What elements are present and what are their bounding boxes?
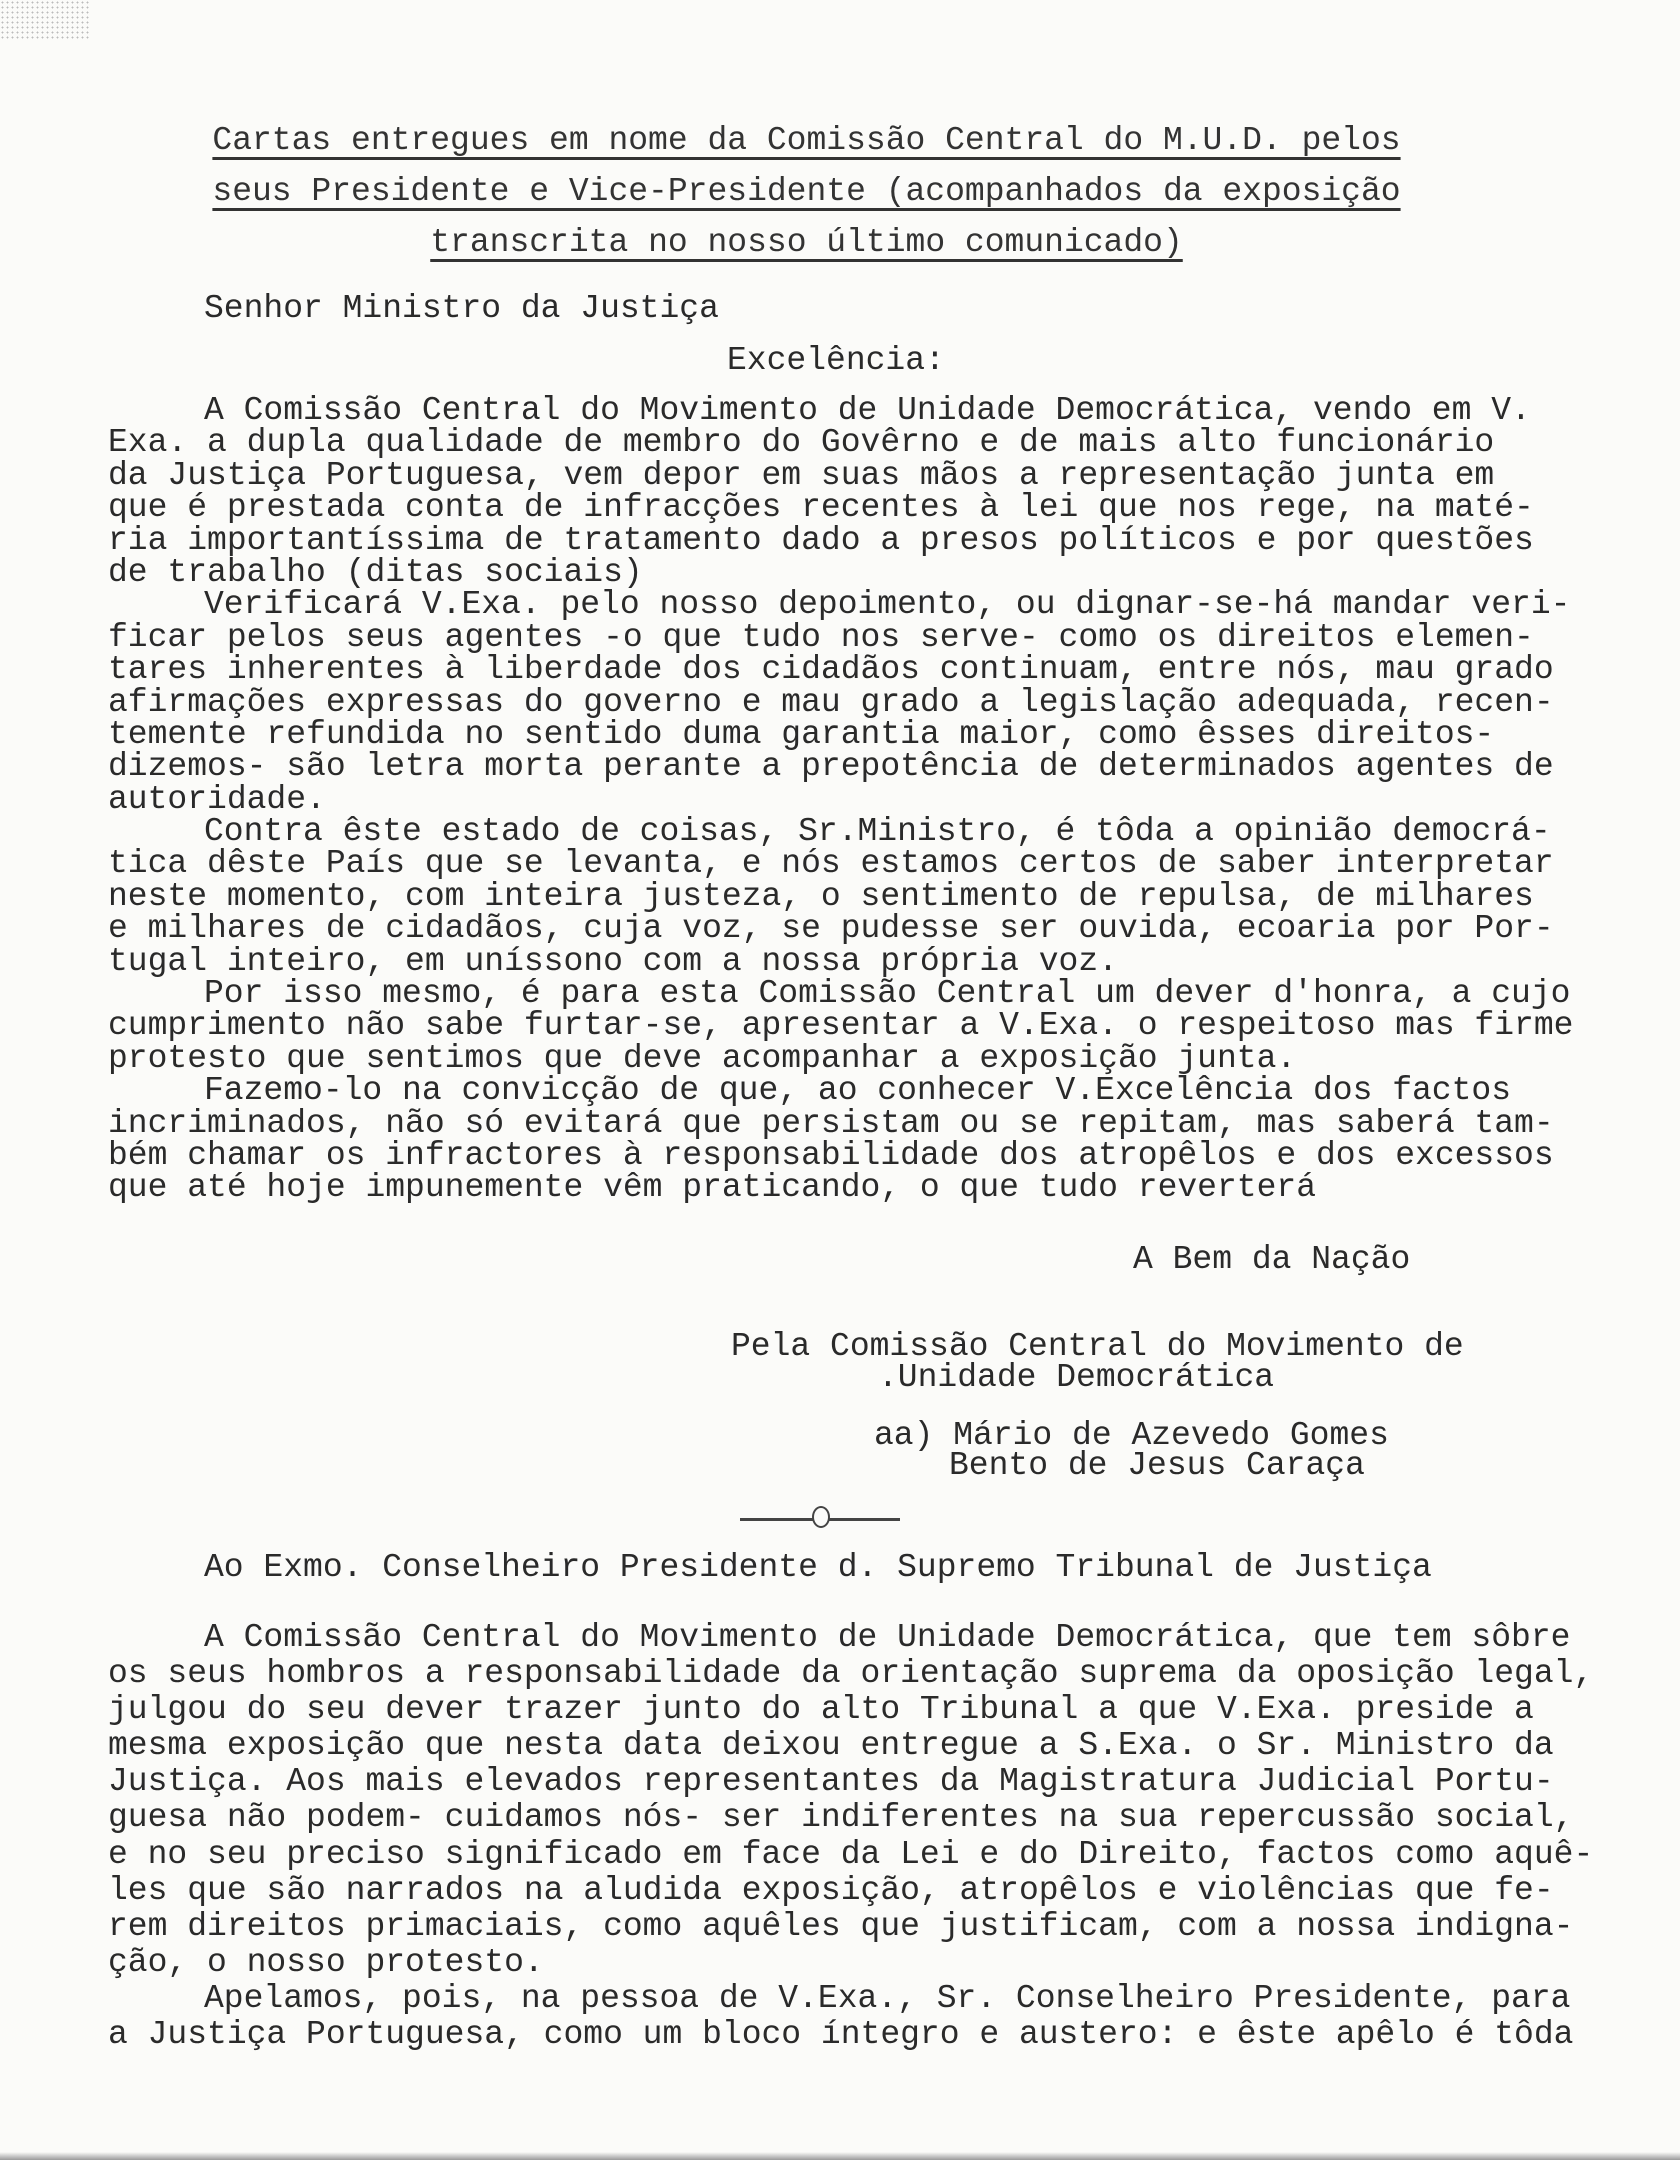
title-line-2: seus Presidente e Vice-Presidente (acompanhados da exposição xyxy=(212,173,1401,210)
text-line: Verificará V.Exa. pelo nosso depoimento, ou dignar-se-há mandar veri- xyxy=(204,586,1571,624)
text-line: que é prestada conta de infracções recentes à lei que nos rege, na maté- xyxy=(108,489,1534,527)
text-line: rem direitos primaciais, como aquêles que justificam, com a nossa indigna- xyxy=(108,1907,1574,1945)
text-line: A Comissão Central do Movimento de Unidade Democrática, vendo em V. xyxy=(204,392,1531,429)
text-line: mesma exposição que nesta data deixou entregue a S.Exa. o Sr. Ministro da xyxy=(108,1727,1554,1765)
letter1-addressee: Senhor Ministro da Justiça xyxy=(204,290,719,327)
text-line: julgou do seu dever trazer junto do alto Tribunal a que V.Exa. preside a xyxy=(108,1691,1534,1729)
text-line: da Justiça Portuguesa, vem depor em suas mãos a representação junta em xyxy=(108,456,1495,494)
text-line: a Justiça Portuguesa, como um bloco íntegro e austero: e êste apêlo é tôda xyxy=(108,2016,1574,2054)
text-line: afirmações expressas do governo e mau grado a legislação adequada, recen- xyxy=(108,683,1554,721)
text-line: protesto que sentimos que deve acompanhar a exposição junta. xyxy=(108,1039,1297,1077)
text-line: ficar pelos seus agentes -o que tudo nos serve- como os direitos elemen- xyxy=(108,618,1534,656)
text-line: tica dêste País que se levanta, e nós estamos certos de saber interpretar xyxy=(108,845,1554,883)
text-line: neste momento, com inteira justeza, o sentimento de repulsa, de milhares xyxy=(108,877,1534,915)
letter2-addressee: Ao Exmo. Conselheiro Presidente d. Supremo Tribunal de Justiça xyxy=(204,1549,1432,1586)
scan-noise xyxy=(0,0,90,40)
text-line: Contra êste estado de coisas, Sr.Ministro, é tôda a opinião democrá- xyxy=(204,813,1551,851)
text-line: A Comissão Central do Movimento de Unidade Democrática, que tem sôbre xyxy=(204,1619,1571,1656)
signature-signer2: Bento de Jesus Caraça xyxy=(949,1447,1365,1484)
text-line: autoridade. xyxy=(108,780,326,818)
text-line: Exa. a dupla qualidade de membro do Govêrno e de mais alto funcionário xyxy=(108,424,1495,462)
page-bottom-edge xyxy=(0,2152,1680,2160)
text-line: Justiça. Aos mais elevados representantes da Magistratura Judicial Portu- xyxy=(108,1763,1554,1801)
text-line: tugal inteiro, em uníssono com a nossa própria voz. xyxy=(108,942,1118,980)
text-line: tares inherentes à liberdade dos cidadãos continuam, entre nós, mau grado xyxy=(108,651,1554,689)
letter1-salutation: Excelência: xyxy=(727,342,945,379)
title-line-1: Cartas entregues em nome da Comissão Central do M.U.D. pelos xyxy=(212,122,1401,159)
text-line: cumprimento não sabe furtar-se, apresentar a V.Exa. o respeitoso mas firme xyxy=(108,1007,1574,1045)
text-line: e milhares de cidadãos, cuja voz, se pudesse ser ouvida, ecoaria por Por- xyxy=(108,910,1554,948)
text-line: e no seu preciso significado em face da Lei e do Direito, factos como aquê- xyxy=(108,1835,1594,1873)
signature-signer1: aa) Mário de Azevedo Gomes xyxy=(874,1417,1389,1454)
text-line: bém chamar os infractores à responsabilidade dos atropêlos e dos excessos xyxy=(108,1136,1554,1174)
text-line: temente refundida no sentido duma garantia maior, como êsses direitos- xyxy=(108,715,1495,753)
text-line: os seus hombros a responsabilidade da orientação suprema da oposição legal, xyxy=(108,1655,1594,1693)
signature-org-line1: Pela Comissão Central do Movimento de xyxy=(731,1328,1464,1365)
text-line: guesa não podem- cuidamos nós- ser indiferentes na sua repercussão social, xyxy=(108,1799,1574,1837)
letter2-body xyxy=(108,1620,1593,2053)
text-line: les que são narrados na aludida exposição, atropêlos e violências que fe- xyxy=(108,1871,1554,1909)
text-line: de trabalho (ditas sociais) xyxy=(108,553,643,591)
text-line: incriminados, não só evitará que persistam ou se repitam, mas saberá tam- xyxy=(108,1104,1554,1142)
text-line: Fazemo-lo na convicção de que, ao conhecer V.Excelência dos factos xyxy=(204,1072,1512,1110)
letter1-closing: A Bem da Nação xyxy=(1133,1241,1411,1278)
divider-ornament xyxy=(812,1506,830,1528)
text-line: ção, o nosso protesto. xyxy=(108,1943,544,1981)
title-line-3: transcrita no nosso último comunicado) xyxy=(430,224,1183,261)
text-line: ria importantíssima de tratamento dado a presos políticos e por questões xyxy=(108,521,1534,559)
text-line: dizemos- são letra morta perante a prepotência de determinados agentes de xyxy=(108,748,1554,786)
letter1-body xyxy=(108,392,1574,1207)
text-line: Apelamos, pois, na pessoa de V.Exa., Sr. Conselheiro Presidente, para xyxy=(204,1979,1571,2017)
text-line: que até hoje impunemente vêm praticando, o que tudo reverterá xyxy=(108,1169,1316,1207)
text-line: Por isso mesmo, é para esta Comissão Central um dever d'honra, a cujo xyxy=(204,975,1571,1013)
signature-org-line2: .Unidade Democrática xyxy=(878,1359,1275,1396)
